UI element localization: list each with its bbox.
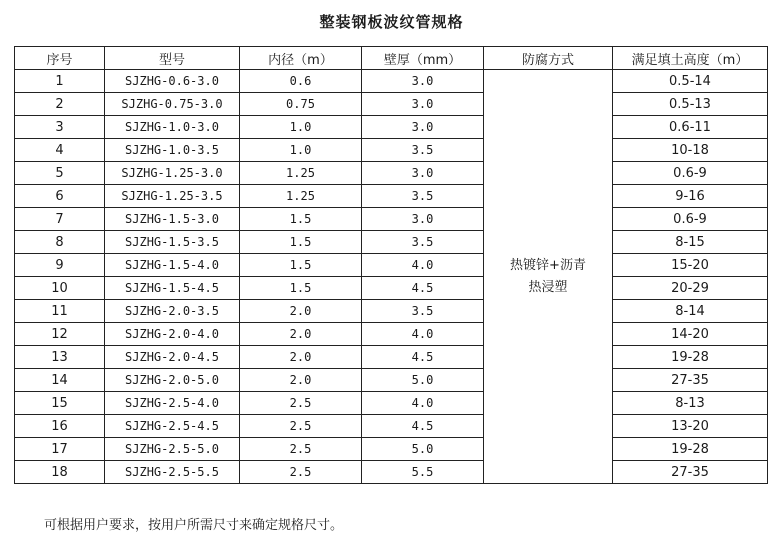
cell-fill-height: 0.6-9 bbox=[613, 208, 768, 231]
spec-table bbox=[14, 46, 768, 484]
cell-model: SJZHG-2.5-5.5 bbox=[105, 461, 240, 484]
table-row bbox=[15, 185, 768, 208]
cell-fill-height: 0.6-11 bbox=[613, 116, 768, 139]
table-row bbox=[15, 461, 768, 484]
cell-fill-height: 19-28 bbox=[613, 438, 768, 461]
cell-model: SJZHG-2.0-3.5 bbox=[105, 300, 240, 323]
cell-diameter: 2.0 bbox=[240, 323, 362, 346]
cell-thickness: 3.0 bbox=[362, 93, 484, 116]
cell-diameter: 2.0 bbox=[240, 369, 362, 392]
table-row bbox=[15, 116, 768, 139]
header-fill-height: 满足填土高度（m） bbox=[613, 47, 768, 70]
cell-no: 7 bbox=[15, 208, 105, 231]
table-row bbox=[15, 93, 768, 116]
cell-no: 18 bbox=[15, 461, 105, 484]
table-row bbox=[15, 438, 768, 461]
table-row bbox=[15, 231, 768, 254]
cell-thickness: 3.0 bbox=[362, 116, 484, 139]
cell-fill-height: 8-13 bbox=[613, 392, 768, 415]
cell-fill-height: 8-14 bbox=[613, 300, 768, 323]
table-row bbox=[15, 369, 768, 392]
cell-model: SJZHG-0.75-3.0 bbox=[105, 93, 240, 116]
cell-diameter: 2.5 bbox=[240, 415, 362, 438]
cell-diameter: 0.75 bbox=[240, 93, 362, 116]
cell-diameter: 1.25 bbox=[240, 162, 362, 185]
cell-no: 5 bbox=[15, 162, 105, 185]
cell-fill-height: 15-20 bbox=[613, 254, 768, 277]
cell-diameter: 2.5 bbox=[240, 392, 362, 415]
cell-fill-height: 0.5-13 bbox=[613, 93, 768, 116]
footnote: 可根据用户要求，按用户所需尺寸来确定规格尺寸。 bbox=[44, 518, 344, 533]
cell-diameter: 1.5 bbox=[240, 277, 362, 300]
cell-no: 6 bbox=[15, 185, 105, 208]
cell-thickness: 3.0 bbox=[362, 208, 484, 231]
cell-model: SJZHG-1.0-3.0 bbox=[105, 116, 240, 139]
cell-model: SJZHG-1.5-3.5 bbox=[105, 231, 240, 254]
cell-thickness: 4.0 bbox=[362, 254, 484, 277]
cell-thickness: 4.5 bbox=[362, 346, 484, 369]
cell-no: 17 bbox=[15, 438, 105, 461]
cell-fill-height: 27-35 bbox=[613, 461, 768, 484]
cell-model: SJZHG-1.5-3.0 bbox=[105, 208, 240, 231]
cell-no: 1 bbox=[15, 70, 105, 93]
cell-thickness: 5.0 bbox=[362, 438, 484, 461]
cell-fill-height: 0.6-9 bbox=[613, 162, 768, 185]
cell-diameter: 0.6 bbox=[240, 70, 362, 93]
cell-no: 12 bbox=[15, 323, 105, 346]
table-row bbox=[15, 70, 768, 93]
cell-thickness: 3.5 bbox=[362, 185, 484, 208]
table-row bbox=[15, 162, 768, 185]
cell-thickness: 3.5 bbox=[362, 300, 484, 323]
cell-model: SJZHG-2.0-5.0 bbox=[105, 369, 240, 392]
cell-diameter: 1.25 bbox=[240, 185, 362, 208]
table-row bbox=[15, 277, 768, 300]
cell-thickness: 3.0 bbox=[362, 162, 484, 185]
cell-model: SJZHG-2.0-4.0 bbox=[105, 323, 240, 346]
cell-thickness: 4.0 bbox=[362, 323, 484, 346]
cell-model: SJZHG-1.5-4.0 bbox=[105, 254, 240, 277]
cell-thickness: 4.0 bbox=[362, 392, 484, 415]
cell-model: SJZHG-1.0-3.5 bbox=[105, 139, 240, 162]
cell-diameter: 1.0 bbox=[240, 139, 362, 162]
cell-fill-height: 27-35 bbox=[613, 369, 768, 392]
cell-fill-height: 14-20 bbox=[613, 323, 768, 346]
anticorrosion-line: 热浸塑 bbox=[528, 279, 568, 295]
header-anticorrosion: 防腐方式 bbox=[484, 47, 613, 70]
cell-diameter: 1.5 bbox=[240, 208, 362, 231]
cell-model: SJZHG-0.6-3.0 bbox=[105, 70, 240, 93]
cell-no: 14 bbox=[15, 369, 105, 392]
table-row bbox=[15, 346, 768, 369]
cell-thickness: 5.5 bbox=[362, 461, 484, 484]
cell-diameter: 1.0 bbox=[240, 116, 362, 139]
cell-no: 9 bbox=[15, 254, 105, 277]
cell-no: 4 bbox=[15, 139, 105, 162]
cell-fill-height: 9-16 bbox=[613, 185, 768, 208]
cell-no: 10 bbox=[15, 277, 105, 300]
header-diameter: 内径（m） bbox=[240, 47, 362, 70]
cell-no: 11 bbox=[15, 300, 105, 323]
page-title: 整装钢板波纹管规格 bbox=[319, 13, 464, 31]
cell-diameter: 2.5 bbox=[240, 461, 362, 484]
cell-fill-height: 8-15 bbox=[613, 231, 768, 254]
table-row bbox=[15, 254, 768, 277]
cell-no: 13 bbox=[15, 346, 105, 369]
cell-no: 3 bbox=[15, 116, 105, 139]
cell-thickness: 3.5 bbox=[362, 139, 484, 162]
cell-model: SJZHG-2.5-5.0 bbox=[105, 438, 240, 461]
table-body bbox=[15, 70, 768, 484]
cell-thickness: 4.5 bbox=[362, 277, 484, 300]
cell-anticorrosion bbox=[484, 70, 613, 484]
header-thickness: 壁厚（mm） bbox=[362, 47, 484, 70]
table-header-row bbox=[15, 47, 768, 70]
cell-model: SJZHG-1.25-3.0 bbox=[105, 162, 240, 185]
cell-model: SJZHG-1.5-4.5 bbox=[105, 277, 240, 300]
cell-fill-height: 19-28 bbox=[613, 346, 768, 369]
cell-diameter: 1.5 bbox=[240, 231, 362, 254]
cell-fill-height: 20-29 bbox=[613, 277, 768, 300]
cell-no: 16 bbox=[15, 415, 105, 438]
cell-model: SJZHG-2.5-4.0 bbox=[105, 392, 240, 415]
table-row bbox=[15, 300, 768, 323]
cell-fill-height: 13-20 bbox=[613, 415, 768, 438]
cell-model: SJZHG-2.0-4.5 bbox=[105, 346, 240, 369]
cell-thickness: 4.5 bbox=[362, 415, 484, 438]
cell-model: SJZHG-2.5-4.5 bbox=[105, 415, 240, 438]
cell-diameter: 2.0 bbox=[240, 300, 362, 323]
cell-no: 8 bbox=[15, 231, 105, 254]
header-no: 序号 bbox=[15, 47, 105, 70]
cell-thickness: 5.0 bbox=[362, 369, 484, 392]
table-row bbox=[15, 323, 768, 346]
table-row bbox=[15, 415, 768, 438]
cell-thickness: 3.0 bbox=[362, 70, 484, 93]
cell-no: 2 bbox=[15, 93, 105, 116]
cell-model: SJZHG-1.25-3.5 bbox=[105, 185, 240, 208]
cell-fill-height: 10-18 bbox=[613, 139, 768, 162]
cell-thickness: 3.5 bbox=[362, 231, 484, 254]
cell-fill-height: 0.5-14 bbox=[613, 70, 768, 93]
table-row bbox=[15, 208, 768, 231]
table-row bbox=[15, 392, 768, 415]
cell-diameter: 2.5 bbox=[240, 438, 362, 461]
cell-diameter: 2.0 bbox=[240, 346, 362, 369]
header-model: 型号 bbox=[105, 47, 240, 70]
cell-diameter: 1.5 bbox=[240, 254, 362, 277]
table-row bbox=[15, 139, 768, 162]
anticorrosion-line: 热镀锌+沥青 bbox=[510, 257, 586, 273]
cell-no: 15 bbox=[15, 392, 105, 415]
